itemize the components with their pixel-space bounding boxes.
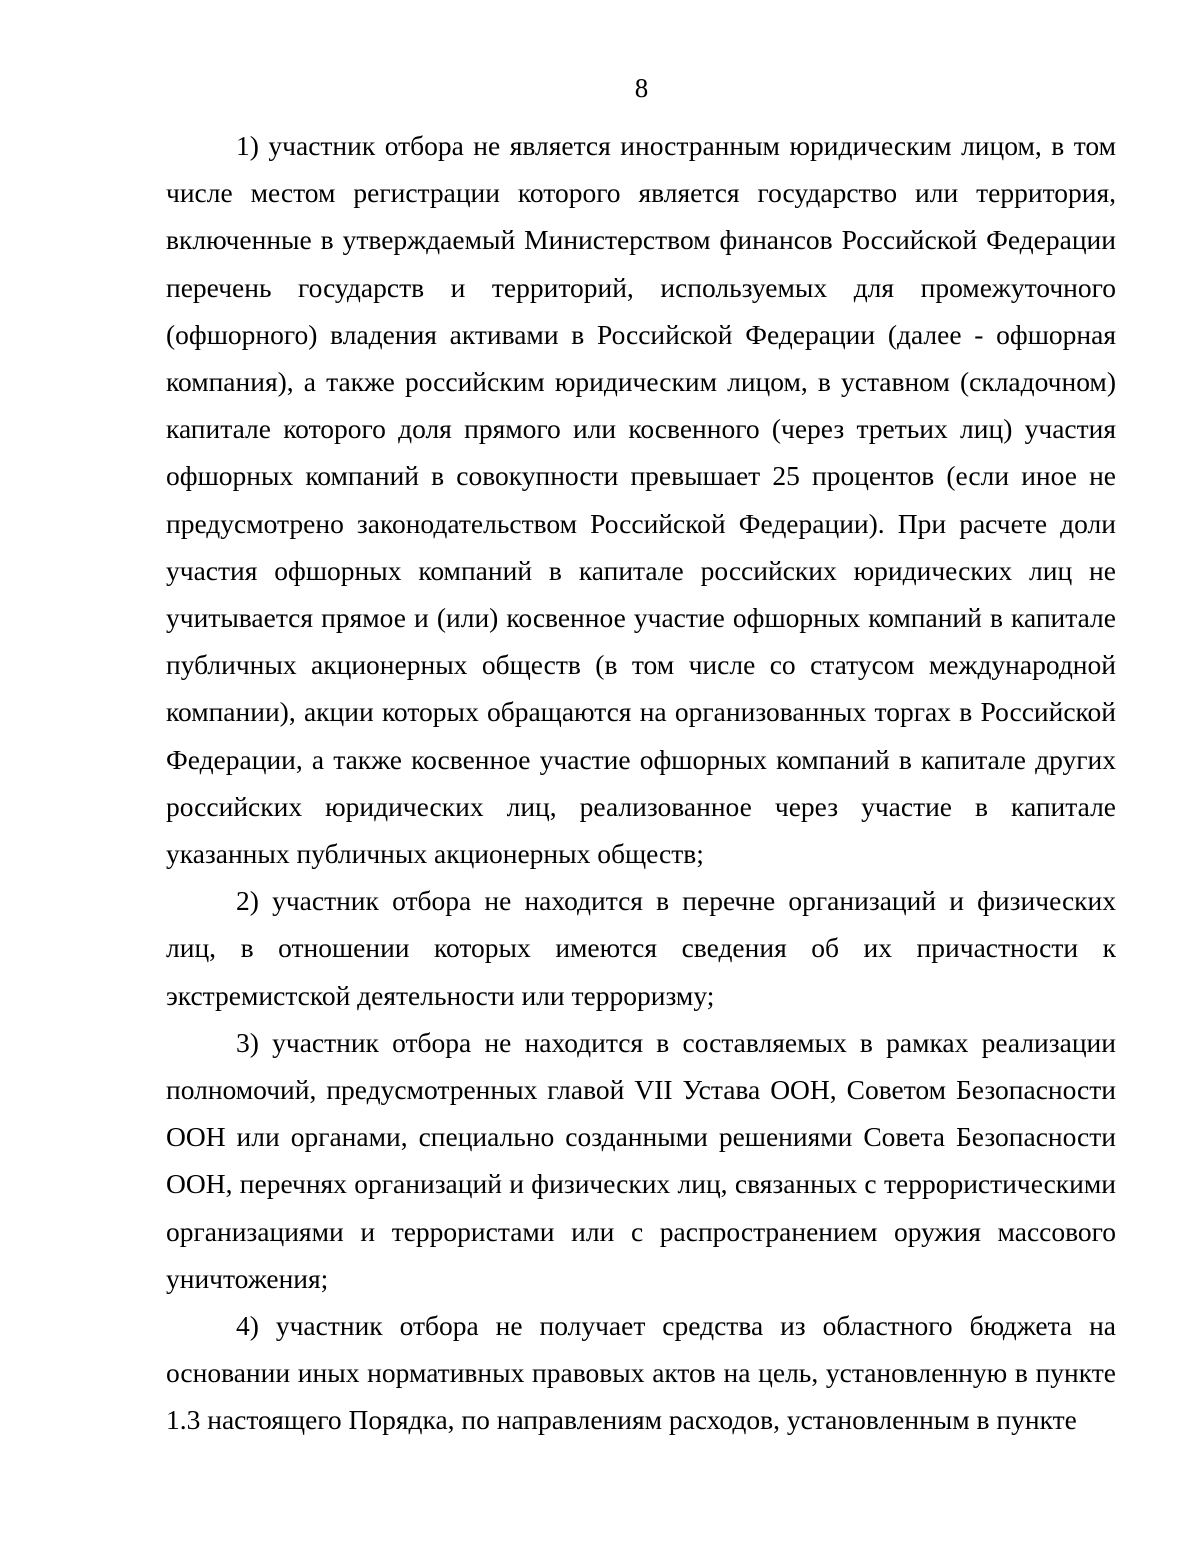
paragraph-item-4: 4) участник отбора не получает средства из областного бюджета на основании иных нормативных правовых актов на цель, установленную в пункте 1.3 настоящего Порядка, по направлениям расходов, установленным в пункте <box>166 1310 1116 1436</box>
paragraph-item-1: 1) участник отбора не является иностранным юридическим лицом, в том числе местом регистрации которого является государство или территория, включенные в утверждаемый Министерством финансов Российской Федерации перечень государств и территорий, используемых для промежуточного (офшорного) владения активами в Российской Федерации (далее - офшорная компания), а также российским юридическим лицом, в уставном (складочном) капитале которого доля прямого или косвенного (через третьих лиц) участия офшорных компаний в совокупности превышает 25 процентов (если иное не предусмотрено законодательством Российской Федерации). При расчете доли участия офшорных компаний в капитале российских юридических лиц не учитывается прямое и (или) косвенное участие офшорных компаний в капитале публичных акционерных обществ (в том числе со статусом международной компании), акции которых обращаются на организованных торгах в Российской Федерации, а также косвенное участие офшорных компаний в капитале других российских юридических лиц, реализованное через участие в капитале указанных публичных акционерных обществ; <box>166 130 1116 870</box>
document-body <box>166 122 1116 1444</box>
paragraph-item-2: 2) участник отбора не находится в перечне организаций и физических лиц, в отношении которых имеются сведения об их причастности к экстремистской деятельности или терроризму; <box>166 885 1116 1011</box>
page-number: 8 <box>634 73 649 103</box>
paragraph-item-3: 3) участник отбора не находится в составляемых в рамках реализации полномочий, предусмотренных главой VII Устава ООН, Советом Безопасности ООН или органами, специально созданными решениями Совета Безопасности ООН, перечнях организаций и физических лиц, связанных с террористическими организациями и террористами или с распространением оружия массового уничтожения; <box>166 1026 1116 1294</box>
